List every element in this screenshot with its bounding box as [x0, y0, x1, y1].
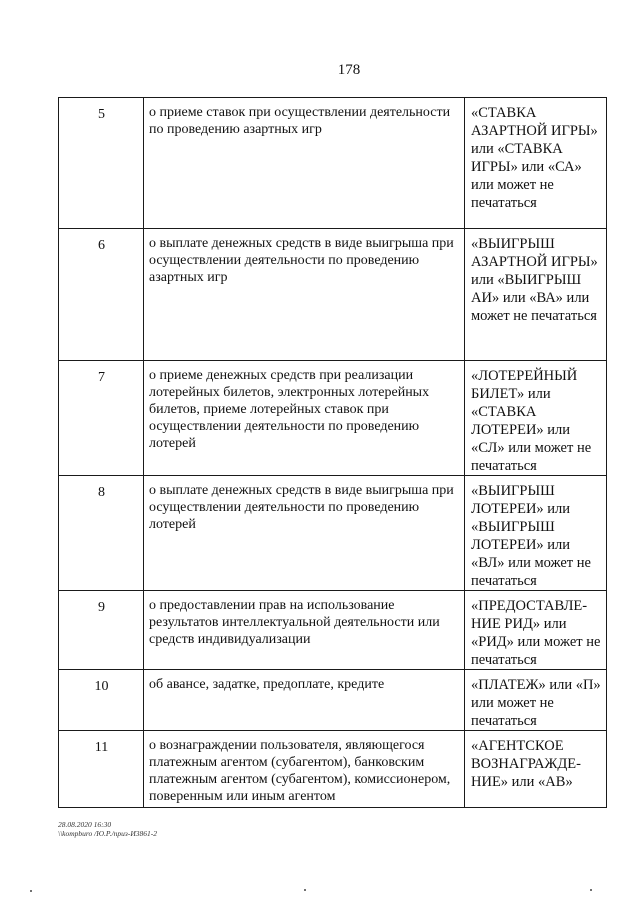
table-row — [59, 98, 607, 229]
row-print-tag: «ВЫИГРЫШ АЗАРТНОЙ ИГРЫ» или «ВЫИГРЫШ АИ» или «ВА» или может не печататься — [465, 229, 607, 361]
row-number: 9 — [59, 591, 144, 670]
scan-speck — [30, 890, 32, 892]
row-number: 10 — [59, 670, 144, 731]
row-description: об авансе, задатке, предоплате, кредите — [144, 670, 465, 731]
table-row — [59, 670, 607, 731]
row-description: о выплате денежных средств в виде выигрыша при осуществлении деятельности по проведению азартных игр — [144, 229, 465, 361]
document-footer — [58, 820, 157, 838]
row-print-tag: «ЛОТЕРЕЙНЫЙ БИЛЕТ» или «СТАВКА ЛОТЕРЕИ» или «СЛ» или может не печататься — [465, 361, 607, 476]
table-row — [59, 361, 607, 476]
row-number: 6 — [59, 229, 144, 361]
row-print-tag: «АГЕНТСКОЕ ВОЗНАГРАЖДЕ-НИЕ» или «АВ» — [465, 731, 607, 808]
table-row — [59, 731, 607, 808]
table-row — [59, 591, 607, 670]
table-row — [59, 476, 607, 591]
row-description: о приеме ставок при осуществлении деятельности по проведению азартных игр — [144, 98, 465, 229]
attribute-codes-table — [58, 97, 607, 808]
row-description: о предоставлении прав на использование результатов интеллектуальной деятельности или средств индивидуализации — [144, 591, 465, 670]
row-number: 5 — [59, 98, 144, 229]
footer-timestamp: 28.08.2020 16:30 — [58, 820, 112, 829]
scan-speck — [590, 889, 592, 891]
row-print-tag: «ВЫИГРЫШ ЛОТЕРЕИ» или «ВЫИГРЫШ ЛОТЕРЕИ» или «ВЛ» или может не печататься — [465, 476, 607, 591]
row-print-tag: «ПЛАТЕЖ» или «П» или может не печататься — [465, 670, 607, 731]
row-number: 8 — [59, 476, 144, 591]
row-number: 7 — [59, 361, 144, 476]
page-number: 178 — [337, 62, 361, 78]
row-description: о выплате денежных средств в виде выигрыша при осуществлении деятельности по проведению лотерей — [144, 476, 465, 591]
row-print-tag: «СТАВКА АЗАРТНОЙ ИГРЫ» или «СТАВКА ИГРЫ» или «СА» или может не печататься — [465, 98, 607, 229]
scan-speck — [304, 889, 306, 891]
footer-file-path: \\kompburo /Ю.Р./приз-И3861-2 — [58, 829, 158, 838]
table-row — [59, 229, 607, 361]
row-number: 11 — [59, 731, 144, 808]
row-description: о приеме денежных средств при реализации лотерейных билетов, электронных лотерейных билетов, приеме лотерейных ставок при осуществлении деятельности по проведению лотерей — [144, 361, 465, 476]
row-description: о вознаграждении пользователя, являющегося платежным агентом (субагентом), банковским платежным агентом (субагентом), комиссионером, поверенным или иным агентом — [144, 731, 465, 808]
row-print-tag: «ПРЕДОСТАВЛЕ-НИЕ РИД» или «РИД» или может не печататься — [465, 591, 607, 670]
